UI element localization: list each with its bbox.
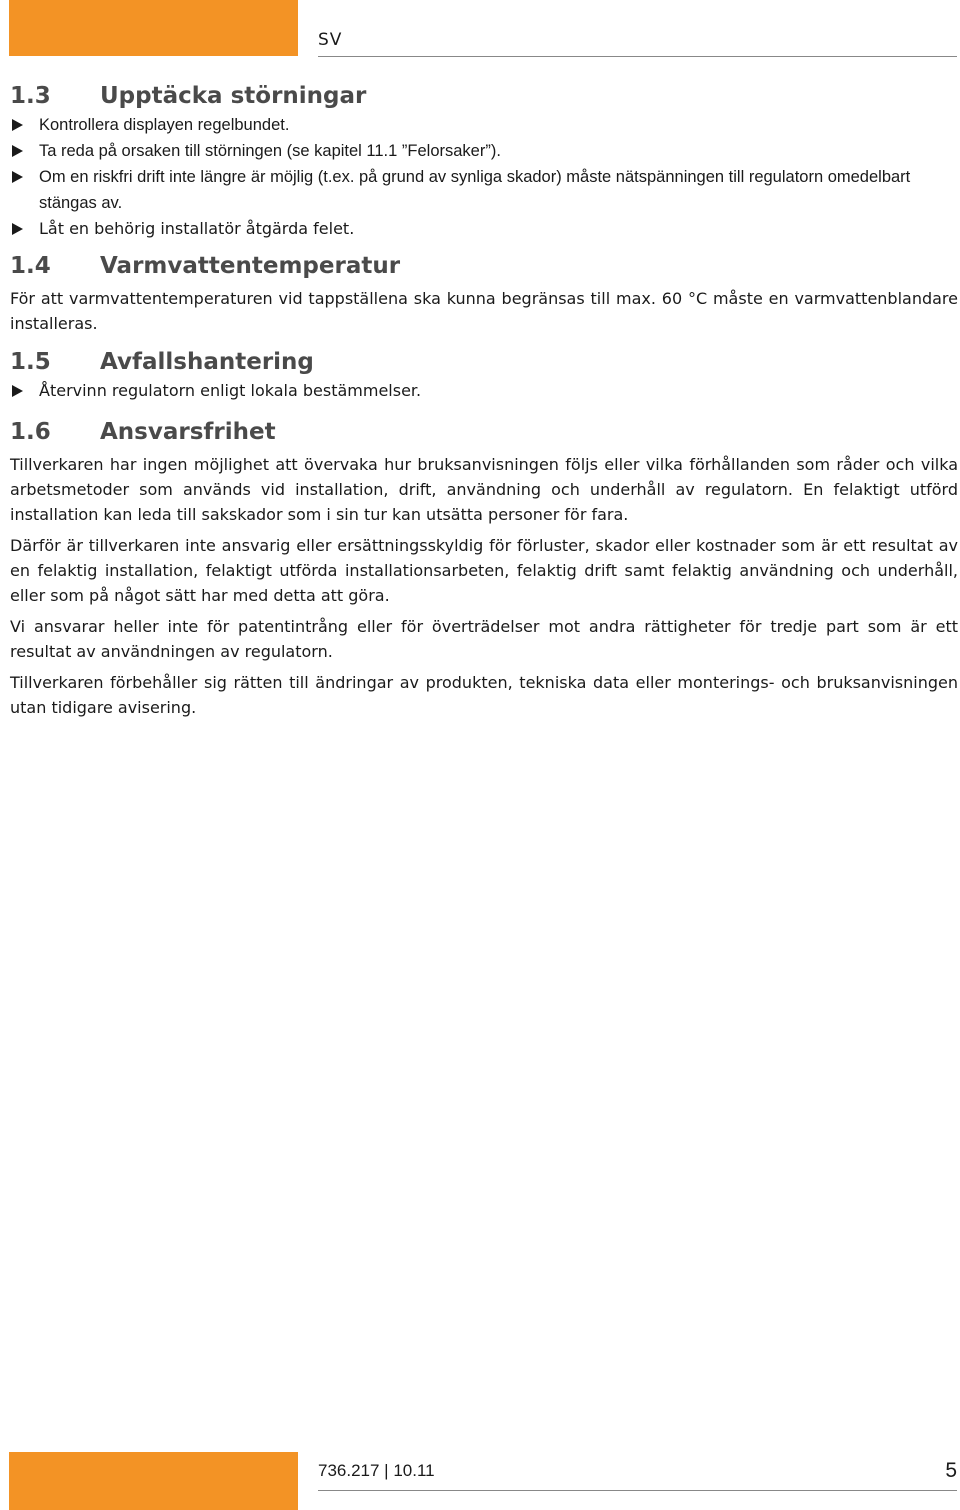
section-number: 1.3 xyxy=(10,83,51,109)
section-1-5 xyxy=(10,346,958,404)
section-heading xyxy=(10,416,958,448)
section-title: Ansvarsfrihet xyxy=(100,419,276,445)
footer-accent-bar xyxy=(9,1452,298,1510)
language-label: SV xyxy=(318,30,343,50)
triangle-bullet-icon xyxy=(12,385,23,397)
paragraph: Tillverkaren förbehåller sig rätten till ändringar av produkten, tekniska data eller monterings- och bruksanvisningen utan tidigare avisering. xyxy=(10,673,958,717)
section-heading xyxy=(10,250,958,282)
list-item: Ta reda på orsaken till störningen (se kapitel 11.1 ”Felorsaker”). xyxy=(10,138,958,164)
footer-divider xyxy=(318,1490,957,1491)
list-item: Om en riskfri drift inte längre är möjlig (t.ex. på grund av synliga skador) måste nätspänningen till regulatorn omedelbart stängas av. xyxy=(10,164,958,216)
section-title: Upptäcka störningar xyxy=(100,83,367,109)
triangle-bullet-icon xyxy=(12,119,23,131)
list-item: Låt en behörig installatör åtgärda felet. xyxy=(10,216,958,242)
section-1-6 xyxy=(10,416,958,720)
section-title: Avfallshantering xyxy=(100,349,314,375)
bullet-list xyxy=(10,112,958,242)
section-heading xyxy=(10,80,958,112)
header-divider xyxy=(318,56,957,57)
document-number: 736.217 | 10.11 xyxy=(318,1461,435,1480)
bullet-list xyxy=(10,378,958,404)
paragraph: Därför är tillverkaren inte ansvarig eller ersättningsskyldig för förluster, skador eller kostnader som är ett resultat av en felaktig installation, felaktigt utförda installationsarbeten, felaktig drift samt felaktig användning och underhåll, eller som på något sätt har med detta att göra. xyxy=(10,536,958,605)
section-heading xyxy=(10,346,958,378)
section-number: 1.5 xyxy=(10,349,51,375)
list-item: Kontrollera displayen regelbundet. xyxy=(10,112,958,138)
document-body xyxy=(10,80,958,726)
list-item: Återvinn regulatorn enligt lokala bestämmelser. xyxy=(10,378,958,404)
section-number: 1.4 xyxy=(10,253,51,279)
triangle-bullet-icon xyxy=(12,223,23,235)
section-1-4 xyxy=(10,250,958,336)
paragraph: Tillverkaren har ingen möjlighet att övervaka hur bruksanvisningen följs eller vilka förhållanden som råder och vilka arbetsmetoder som används vid installation, drift, användning och underhåll av regulatorn. En felaktigt utförd installation kan leda till sakskador som i sin tur kan utsätta personer för fara. xyxy=(10,455,958,524)
section-title: Varmvattentemperatur xyxy=(100,253,401,279)
paragraph: För att varmvattentemperaturen vid tappställena ska kunna begränsas till max. 60 °C måste en varmvattenblandare installeras. xyxy=(10,289,958,333)
paragraph: Vi ansvarar heller inte för patentintrång eller för överträdelser mot andra rättigheter för tredje part som är ett resultat av användningen av regulatorn. xyxy=(10,617,958,661)
header-accent-bar xyxy=(9,0,298,56)
page-number: 5 xyxy=(945,1459,957,1482)
triangle-bullet-icon xyxy=(12,145,23,157)
section-1-3 xyxy=(10,80,958,242)
triangle-bullet-icon xyxy=(12,171,23,183)
section-number: 1.6 xyxy=(10,419,51,445)
